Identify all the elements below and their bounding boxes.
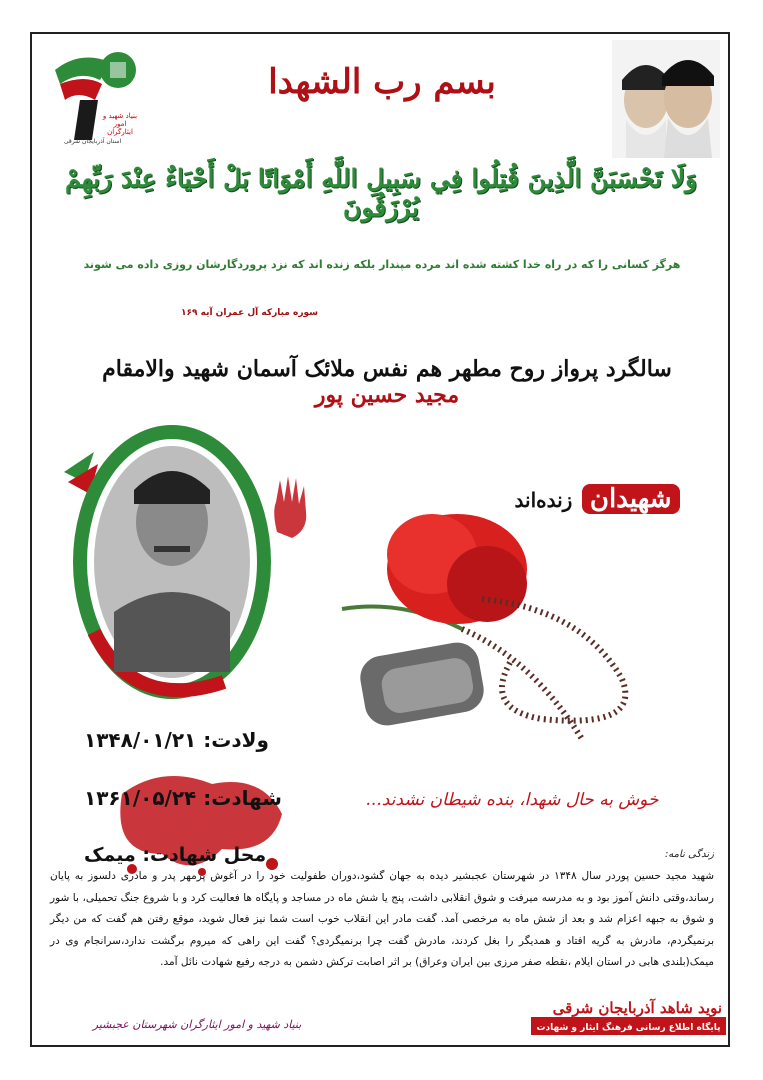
verse-translation: هرگز کسانی را که در راه خدا کشته شده اند مرده مپندار بلکه زنده اند که نزد پروردگارشان روزی داده می شوند	[83, 258, 681, 271]
watermark-tagline: پایگاه اطلاع رسانی فرهنگ ایثار و شهادت	[536, 1023, 721, 1033]
headline	[92, 356, 682, 408]
martyrdom-label: شهادت:	[203, 786, 282, 810]
site-watermark	[526, 997, 726, 1043]
watermark-brand: نوید شاهد آذربایجان شرقی	[552, 999, 722, 1017]
martyrdom-date	[84, 786, 324, 810]
bismillah-calligraphy: بسم رب الشهدا	[268, 62, 496, 102]
headline-text: سالگرد پرواز روح مطهر هم نفس ملائک آسمان شهید والامقام	[102, 356, 672, 382]
martyrdom-value: ۱۳۶۱/۰۵/۲۴	[84, 786, 197, 810]
place-label: محل شهادت:	[142, 844, 267, 866]
martyr-name: مجید حسین پور	[314, 382, 460, 408]
badge-black-text: زنده‌اند	[514, 488, 573, 512]
birth-date	[84, 728, 314, 752]
martyrs-alive-badge	[512, 484, 682, 544]
logo-subtitle: استان آذربايجان شرقی	[63, 138, 122, 145]
martyr-portrait	[54, 412, 276, 712]
memorial-poster	[30, 32, 730, 1047]
birth-value: ۱۳۴۸/۰۱/۲۱	[84, 728, 197, 752]
martyrdom-place	[84, 844, 324, 866]
slogan: خوش به حال شهدا، بنده شیطان نشدند...	[365, 790, 659, 810]
bio-heading: زندگی نامه:	[664, 849, 714, 860]
leaders-portrait	[612, 40, 720, 158]
biography-text: شهید مجید حسین پوردر سال ۱۳۴۸ در شهرستان عجبشیر دیده به جهان گشود،دوران طفولیت خود را در آغوش پرمهر پدر و مادری دلسوز به پایان رساند،وقتی دانش آموز بود و به مدرسه میرفت و شوق انقلابی داشت، پنج یا شش ماه در مساجد و پایگاه ها فعالیت کرد و با شروع جنگ تحمیلی، با شور و شوق به جبهه اعزام شد و بعد از شش ماه به مرخصی آمد. گفت مادر این انقلاب خوب است شما نیز فعال شوید، موقع رفتن هم گفت که من دیگر برنمیگردم، مادرش به گریه افتاد و همدیگر را بغل کردند، مادرش گفت چرا برنمیگردی؟ گفت این راهی که میروم برگشت ندارد،سرانجام وی در میمک(بلندی هابی در استان ایلام ،نقطه صفر مرزی بین ایران وعراق) بر اثر اصابت ترکش دشمن به درجه رفیع شهادت نائل آمد.	[50, 870, 714, 968]
verse-reference: سوره مبارکه آل عمران آیه ۱۶۹	[181, 308, 318, 318]
place-value: میمک	[84, 844, 136, 866]
birth-label: ولادت:	[203, 728, 269, 752]
footer-signature: بنیاد شهید و امور ایثارگران شهرستان عجبشیر	[92, 1018, 302, 1031]
quran-verse: وَلَا تَحْسَبَنَّ الَّذِينَ قُتِلُوا فِي سَبِيلِ اللَّهِ أَمْوَاتًا بَلْ أَحْيَاءٌ عِنْدَ رَبِّهِمْ يُرْزَقُونَ	[64, 164, 698, 222]
logo-title: بنياد شهيد و امور ايثارگران	[102, 112, 138, 136]
badge-red-text: شهیدان	[582, 484, 680, 514]
